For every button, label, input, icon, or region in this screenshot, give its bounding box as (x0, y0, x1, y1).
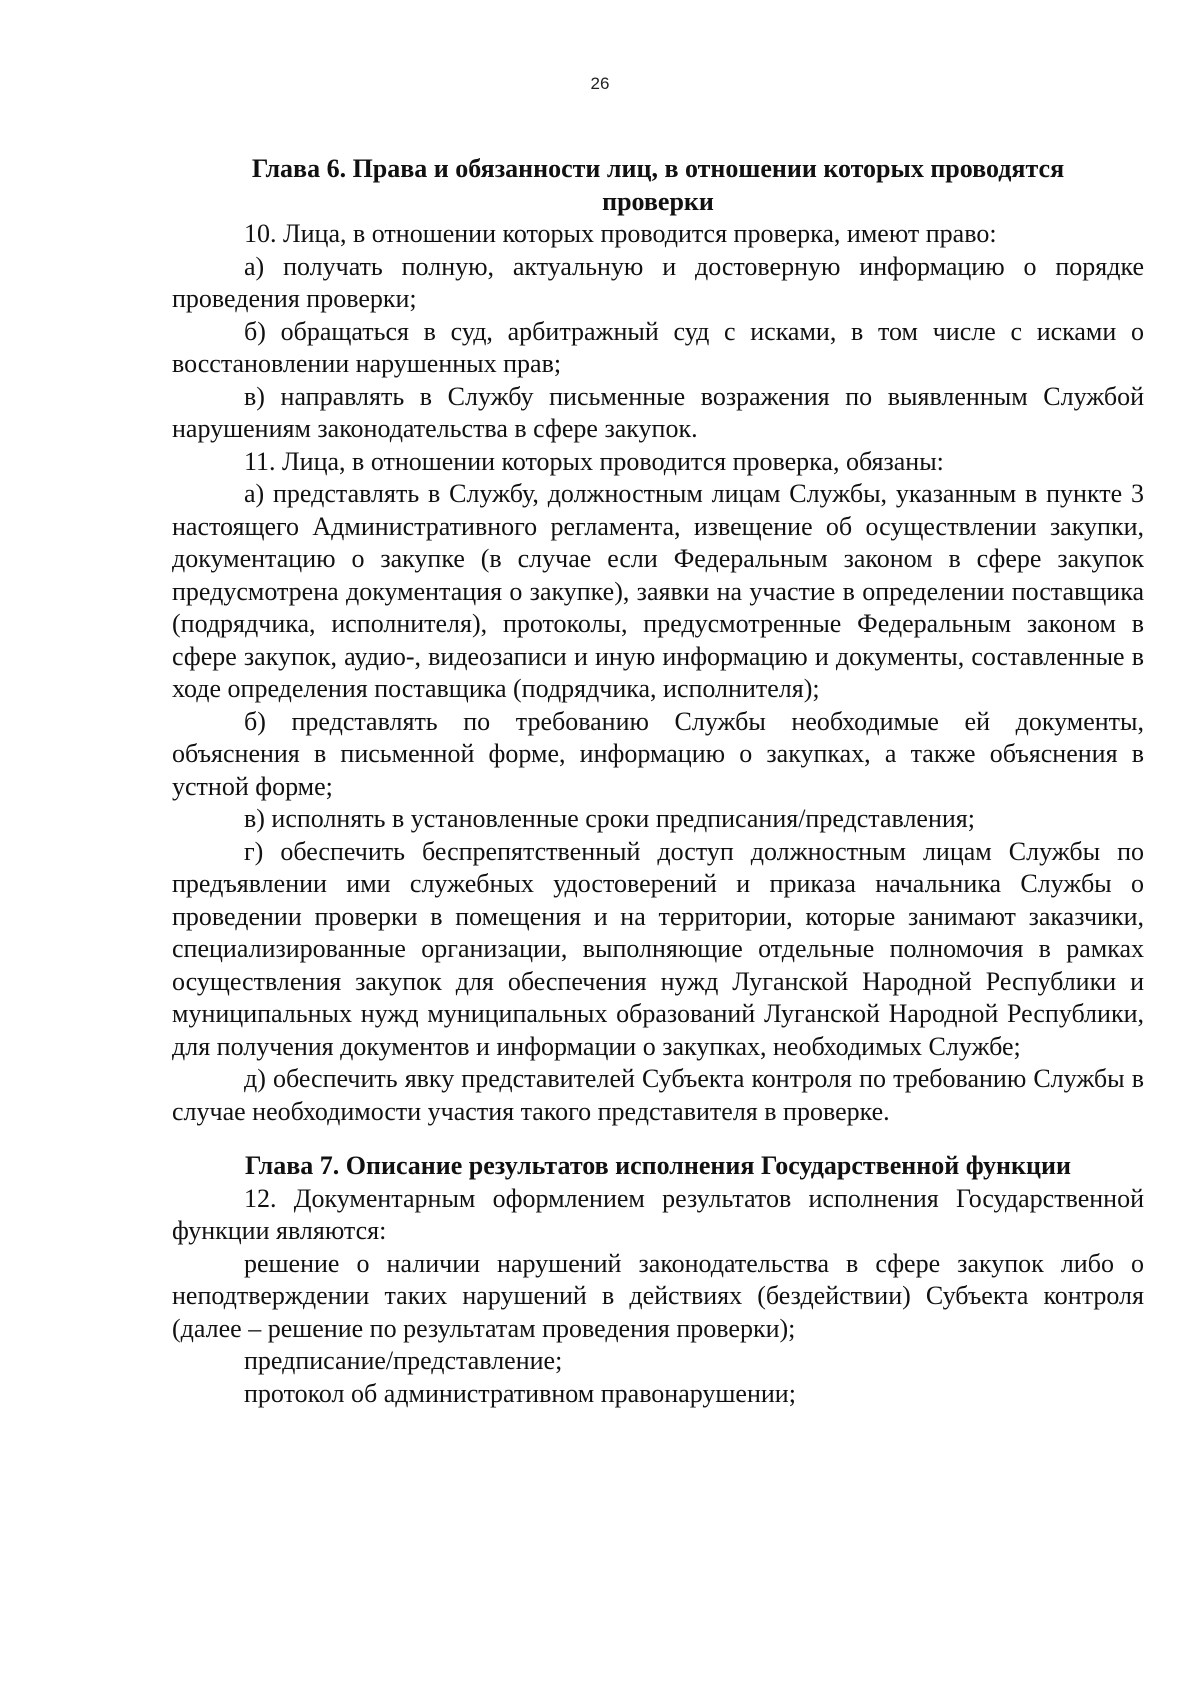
paragraph: а) представлять в Службу, должностным лицам Службы, указанным в пункте 3 настоящего Административного регламента, извещение об осуществлении закупки, документацию о закупке (в случае если Федеральным законом в сфере закупок предусмотрена документация о закупке), заявки на участие в определении поставщика (подрядчика, исполнителя), протоколы, предусмотренные Федеральным законом в сфере закупок, аудио-, видеозаписи и иную информацию и документы, составленные в ходе определения поставщика (подрядчика, исполнителя); (172, 479, 1144, 703)
paragraph: 12. Документарным оформлением результатов исполнения Государственной функции являются: (172, 1183, 1144, 1245)
document-body (172, 153, 1144, 1410)
chapter-7-heading: Глава 7. Описание результатов исполнения Государственной функции (245, 1151, 1071, 1180)
chapter-6-heading: Глава 6. Права и обязанности лиц, в отношении которых проводятся проверки (251, 154, 1065, 216)
paragraph: б) обращаться в суд, арбитражный суд с исками, в том числе с исками о восстановлении нарушенных прав; (172, 316, 1144, 378)
paragraph: решение о наличии нарушений законодательства в сфере закупок либо о неподтверждении таких нарушений в действиях (бездействии) Субъекта контроля (далее – решение по результатам проведения проверки); (172, 1248, 1144, 1343)
page-number: 26 (590, 74, 610, 93)
chapter-6 (172, 153, 1144, 1128)
paragraph: б) представлять по требованию Службы необходимые ей документы, объяснения в письменной форме, информацию о закупках, а также объяснения в устной форме; (172, 706, 1144, 801)
paragraph: 10. Лица, в отношении которых проводится проверка, имеют право: (244, 219, 997, 248)
paragraph: а) получать полную, актуальную и достоверную информацию о порядке проведения проверки; (172, 251, 1144, 313)
paragraph: протокол об административном правонарушении; (244, 1378, 796, 1408)
chapter-7 (172, 1150, 1144, 1410)
paragraph: г) обеспечить беспрепятственный доступ должностным лицам Службы по предъявлении ими служебных удостоверений и приказа начальника Службы о проведении проверки в помещения и на территории, которые занимают заказчики, специализированные организации, выполняющие отдельные полномочия в рамках осуществления закупок для обеспечения нужд Луганской Народной Республики и муниципальных нужд муниципальных образований Луганской Народной Республики, для получения документов и информации о закупках, необходимых Службе; (172, 836, 1144, 1061)
paragraph: 11. Лица, в отношении которых проводится проверка, обязаны: (244, 446, 944, 476)
paragraph: д) обеспечить явку представителей Субъекта контроля по требованию Службы в случае необходимости участия такого представителя в проверке. (172, 1064, 1144, 1126)
paragraph: в) направлять в Службу письменные возражения по выявленным Службой нарушениям законодательства в сфере закупок. (172, 381, 1144, 443)
paragraph: в) исполнять в установленные сроки предписания/представления; (244, 804, 975, 833)
paragraph: предписание/представление; (244, 1346, 563, 1375)
